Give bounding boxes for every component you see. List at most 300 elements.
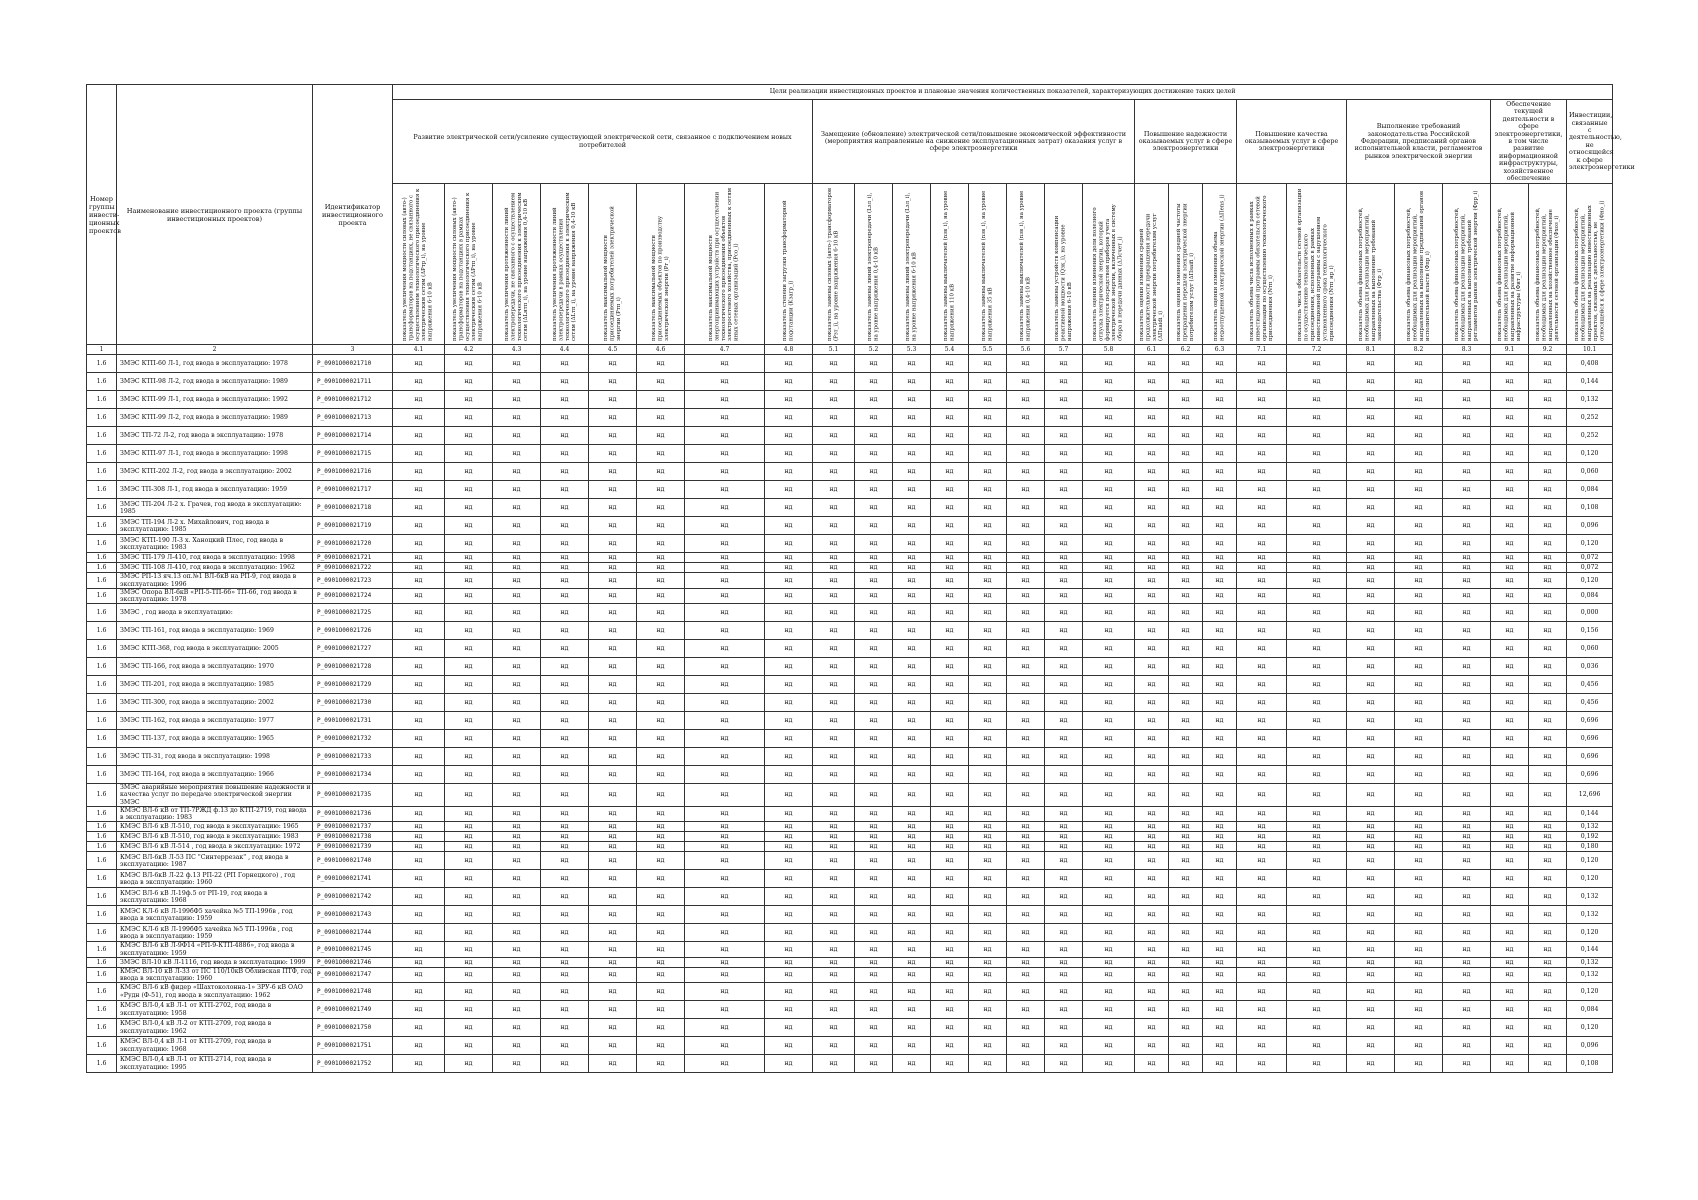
- na-cell: нд: [589, 445, 637, 463]
- na-cell: нд: [855, 563, 893, 573]
- na-cell: нд: [445, 942, 493, 957]
- na-cell: нд: [637, 622, 685, 640]
- table-row: [87, 1019, 1613, 1037]
- na-cell: нд: [393, 957, 445, 967]
- column-number: 5.1: [813, 345, 855, 355]
- na-cell: нд: [1045, 967, 1083, 982]
- na-cell: нд: [1135, 870, 1169, 888]
- na-cell: нд: [1169, 658, 1203, 676]
- na-cell: нд: [765, 640, 813, 658]
- na-cell: нд: [1237, 852, 1287, 870]
- project-id-cell: P_0901O00021710: [313, 355, 393, 373]
- na-cell: нд: [637, 517, 685, 535]
- na-cell: нд: [1287, 967, 1347, 982]
- na-cell: нд: [1083, 852, 1135, 870]
- na-cell: нд: [1203, 640, 1237, 658]
- na-cell: нд: [969, 748, 1007, 766]
- na-cell: нд: [969, 957, 1007, 967]
- na-cell: нд: [445, 832, 493, 842]
- project-id-cell: P_0901O00021722: [313, 563, 393, 573]
- project-id-cell: P_0901O00021744: [313, 924, 393, 942]
- na-cell: нд: [1203, 694, 1237, 712]
- table-row: [87, 942, 1613, 957]
- na-cell: нд: [1045, 942, 1083, 957]
- na-cell: нд: [393, 445, 445, 463]
- na-cell: нд: [1135, 832, 1169, 842]
- na-cell: нд: [685, 806, 765, 821]
- na-cell: нд: [1529, 870, 1567, 888]
- na-cell: нд: [445, 870, 493, 888]
- na-cell: нд: [969, 1001, 1007, 1019]
- na-cell: нд: [1083, 588, 1135, 603]
- na-cell: нд: [1347, 391, 1395, 409]
- na-cell: нд: [493, 852, 541, 870]
- na-cell: нд: [765, 445, 813, 463]
- na-cell: нд: [1347, 373, 1395, 391]
- na-cell: нд: [493, 481, 541, 499]
- na-cell: нд: [393, 535, 445, 553]
- na-cell: нд: [1007, 942, 1045, 957]
- na-cell: нд: [589, 730, 637, 748]
- na-cell: нд: [813, 1055, 855, 1073]
- na-cell: нд: [1491, 1019, 1529, 1037]
- na-cell: нд: [445, 604, 493, 622]
- na-cell: нд: [1169, 588, 1203, 603]
- value-cell: 0,000: [1567, 604, 1613, 622]
- na-cell: нд: [893, 694, 931, 712]
- na-cell: нд: [589, 832, 637, 842]
- na-cell: нд: [1395, 766, 1443, 784]
- na-cell: нд: [893, 517, 931, 535]
- na-cell: нд: [893, 1037, 931, 1055]
- value-cell: 0,132: [1567, 822, 1613, 832]
- project-name-cell: ЗМЭС ТП-108 Л-410, год ввода в эксплуатацию: 1962: [117, 563, 313, 573]
- document-page: [86, 84, 1635, 1106]
- na-cell: нд: [1529, 676, 1567, 694]
- na-cell: нд: [1169, 622, 1203, 640]
- na-cell: нд: [493, 373, 541, 391]
- na-cell: нд: [931, 622, 969, 640]
- na-cell: нд: [589, 676, 637, 694]
- table-row: [87, 427, 1613, 445]
- group-number-cell: 1.6: [87, 573, 117, 588]
- na-cell: нд: [893, 535, 931, 553]
- na-cell: нд: [1443, 1055, 1491, 1073]
- na-cell: нд: [1347, 1037, 1395, 1055]
- na-cell: нд: [1395, 622, 1443, 640]
- na-cell: нд: [931, 409, 969, 427]
- value-cell: 0,144: [1567, 806, 1613, 821]
- na-cell: нд: [637, 553, 685, 563]
- na-cell: нд: [855, 373, 893, 391]
- na-cell: нд: [1045, 906, 1083, 924]
- column-number: 4.3: [493, 345, 541, 355]
- table-row: [87, 676, 1613, 694]
- na-cell: нд: [393, 784, 445, 807]
- na-cell: нд: [1443, 573, 1491, 588]
- na-cell: нд: [685, 1037, 765, 1055]
- group-number-cell: 1.6: [87, 888, 117, 906]
- value-cell: 0,132: [1567, 957, 1613, 967]
- na-cell: нд: [969, 712, 1007, 730]
- na-cell: нд: [1395, 957, 1443, 967]
- project-name-cell: ЗМЭС ТП-201, год ввода в эксплуатацию: 1985: [117, 676, 313, 694]
- project-name-cell: ЗМЭС ТП-300, год ввода в эксплуатацию: 2002: [117, 694, 313, 712]
- na-cell: нд: [969, 870, 1007, 888]
- indicator-label: показатель замены силовых (авто-) трансформаторов (Pзт_i), на уровне напряжения 6-10 кВ: [827, 188, 840, 342]
- na-cell: нд: [765, 694, 813, 712]
- group-number-cell: 1.6: [87, 1001, 117, 1019]
- project-id-cell: P_0901O00021733: [313, 748, 393, 766]
- na-cell: нд: [855, 499, 893, 517]
- na-cell: нд: [855, 748, 893, 766]
- na-cell: нд: [893, 463, 931, 481]
- value-cell: 0,456: [1567, 676, 1613, 694]
- na-cell: нд: [1491, 640, 1529, 658]
- na-cell: нд: [1347, 588, 1395, 603]
- na-cell: нд: [493, 640, 541, 658]
- value-cell: 0,084: [1567, 1001, 1613, 1019]
- na-cell: нд: [1347, 409, 1395, 427]
- column-number: 5.6: [1007, 345, 1045, 355]
- indicator-header: [445, 184, 493, 345]
- na-cell: нд: [637, 822, 685, 832]
- na-cell: нд: [1237, 748, 1287, 766]
- na-cell: нд: [931, 942, 969, 957]
- na-cell: нд: [685, 924, 765, 942]
- na-cell: нд: [1529, 784, 1567, 807]
- na-cell: нд: [1135, 766, 1169, 784]
- na-cell: нд: [813, 967, 855, 982]
- na-cell: нд: [1007, 1037, 1045, 1055]
- na-cell: нд: [893, 806, 931, 821]
- na-cell: нд: [1007, 622, 1045, 640]
- project-id-cell: P_0901O00021729: [313, 676, 393, 694]
- na-cell: нд: [1529, 427, 1567, 445]
- na-cell: нд: [1237, 355, 1287, 373]
- project-id-cell: P_0901O00021713: [313, 409, 393, 427]
- project-id-cell: P_0901O00021724: [313, 588, 393, 603]
- project-name-cell: ЗМЭС КТП-368, год ввода в эксплуатацию: 2005: [117, 640, 313, 658]
- na-cell: нд: [541, 924, 589, 942]
- na-cell: нд: [1169, 1037, 1203, 1055]
- na-cell: нд: [637, 427, 685, 445]
- na-cell: нд: [685, 373, 765, 391]
- table-row: [87, 563, 1613, 573]
- na-cell: нд: [969, 832, 1007, 842]
- na-cell: нд: [1169, 694, 1203, 712]
- na-cell: нд: [1347, 924, 1395, 942]
- na-cell: нд: [1135, 588, 1169, 603]
- na-cell: нд: [393, 373, 445, 391]
- na-cell: нд: [1237, 622, 1287, 640]
- na-cell: нд: [1135, 604, 1169, 622]
- group-number-cell: 1.6: [87, 535, 117, 553]
- na-cell: нд: [1203, 784, 1237, 807]
- indicator-header: [765, 184, 813, 345]
- project-id-cell: P_0901O00021725: [313, 604, 393, 622]
- indicator-label: показатель максимальной мощности энергопринимающих устройств при осуществлении технологического присоединения объектов электросетевого хозяйства, присоединенных к сетям иных сетевых организаций (Pсо_i): [708, 188, 741, 342]
- na-cell: нд: [541, 852, 589, 870]
- value-cell: 0,120: [1567, 924, 1613, 942]
- indicator-label: показатель числа обязательств сетевой организации по осуществлению технологического присоединения, исполненных в рамках инвестиционной программы с нарушением установленного срока технологического присоединения (Nтп_нр_i): [1297, 189, 1336, 342]
- na-cell: нд: [893, 588, 931, 603]
- na-cell: нд: [493, 1001, 541, 1019]
- na-cell: нд: [1135, 573, 1169, 588]
- project-name-cell: ЗМЭС ТП-308 Л-1, год ввода в эксплуатацию: 1959: [117, 481, 313, 499]
- na-cell: нд: [813, 573, 855, 588]
- na-cell: нд: [493, 1037, 541, 1055]
- na-cell: нд: [637, 694, 685, 712]
- na-cell: нд: [813, 1001, 855, 1019]
- na-cell: нд: [541, 1037, 589, 1055]
- table-row: [87, 806, 1613, 821]
- na-cell: нд: [1237, 676, 1287, 694]
- na-cell: нд: [445, 806, 493, 821]
- na-cell: нд: [893, 373, 931, 391]
- na-cell: нд: [1395, 563, 1443, 573]
- na-cell: нд: [493, 658, 541, 676]
- na-cell: нд: [1529, 1055, 1567, 1073]
- na-cell: нд: [813, 535, 855, 553]
- na-cell: нд: [893, 822, 931, 832]
- na-cell: нд: [685, 499, 765, 517]
- na-cell: нд: [1443, 499, 1491, 517]
- na-cell: нд: [589, 1055, 637, 1073]
- na-cell: нд: [765, 463, 813, 481]
- table-row: [87, 694, 1613, 712]
- na-cell: нд: [855, 573, 893, 588]
- na-cell: нд: [637, 658, 685, 676]
- na-cell: нд: [393, 463, 445, 481]
- value-cell: 0,072: [1567, 563, 1613, 573]
- value-cell: 0,696: [1567, 730, 1613, 748]
- na-cell: нд: [931, 832, 969, 842]
- group-header-current-activity: Обеспечение текущей деятельности в сфере электроэнергетики, в том числе развитие информационной инфраструктуры, хозяйственное обеспечение: [1491, 100, 1567, 184]
- na-cell: нд: [589, 355, 637, 373]
- na-cell: нд: [1287, 712, 1347, 730]
- na-cell: нд: [1529, 888, 1567, 906]
- project-name-cell: ЗМЭС ТП-72 Л-2, год ввода в эксплуатацию: 1978: [117, 427, 313, 445]
- na-cell: нд: [1347, 463, 1395, 481]
- project-name-cell: КМЭС ВЛ-6 кВ Л-510, год ввода в эксплуатацию: 1983: [117, 832, 313, 842]
- indicator-label: показатель замены выключателей (nзв_i), на уровне напряжения 0,4-10 кВ: [1019, 191, 1032, 342]
- na-cell: нд: [969, 983, 1007, 1001]
- na-cell: нд: [931, 658, 969, 676]
- na-cell: нд: [969, 766, 1007, 784]
- na-cell: нд: [1443, 373, 1491, 391]
- na-cell: нд: [893, 622, 931, 640]
- na-cell: нд: [1045, 1055, 1083, 1073]
- value-cell: 12,696: [1567, 784, 1613, 807]
- na-cell: нд: [1395, 445, 1443, 463]
- na-cell: нд: [1237, 463, 1287, 481]
- na-cell: нд: [1007, 784, 1045, 807]
- na-cell: нд: [1347, 622, 1395, 640]
- column-number: 2: [117, 345, 313, 355]
- na-cell: нд: [855, 676, 893, 694]
- na-cell: нд: [1135, 748, 1169, 766]
- na-cell: нд: [1007, 712, 1045, 730]
- na-cell: нд: [969, 888, 1007, 906]
- na-cell: нд: [1287, 409, 1347, 427]
- na-cell: нд: [765, 832, 813, 842]
- na-cell: нд: [393, 967, 445, 982]
- na-cell: нд: [1135, 1037, 1169, 1055]
- na-cell: нд: [931, 588, 969, 603]
- table-row: [87, 870, 1613, 888]
- na-cell: нд: [1395, 888, 1443, 906]
- indicator-header: [589, 184, 637, 345]
- na-cell: нд: [1395, 842, 1443, 852]
- na-cell: нд: [855, 888, 893, 906]
- project-name-cell: КМЭС ВЛ-6 кВ Л-514 , год ввода в эксплуатацию: 1972: [117, 842, 313, 852]
- na-cell: нд: [931, 553, 969, 563]
- na-cell: нд: [1443, 967, 1491, 982]
- na-cell: нд: [1237, 409, 1287, 427]
- na-cell: нд: [1237, 712, 1287, 730]
- project-name-cell: КМЭС ВЛ-6 кВ от ТП-7РЖД ф.13 до КТП-2719, год ввода в эксплуатацию: 1983: [117, 806, 313, 821]
- na-cell: нд: [855, 1019, 893, 1037]
- na-cell: нд: [1045, 391, 1083, 409]
- value-cell: 0,144: [1567, 942, 1613, 957]
- na-cell: нд: [1237, 499, 1287, 517]
- na-cell: нд: [1395, 588, 1443, 603]
- na-cell: нд: [1169, 553, 1203, 563]
- group-number-cell: 1.6: [87, 563, 117, 573]
- group-number-cell: 1.6: [87, 373, 117, 391]
- na-cell: нд: [589, 658, 637, 676]
- na-cell: нд: [855, 730, 893, 748]
- na-cell: нд: [1203, 967, 1237, 982]
- na-cell: нд: [445, 766, 493, 784]
- na-cell: нд: [1529, 563, 1567, 573]
- na-cell: нд: [1347, 573, 1395, 588]
- project-name-cell: ЗМЭС КТП-99 Л-1, год ввода в эксплуатацию: 1992: [117, 391, 313, 409]
- na-cell: нд: [1083, 499, 1135, 517]
- na-cell: нд: [1395, 906, 1443, 924]
- na-cell: нд: [393, 942, 445, 957]
- na-cell: нд: [1007, 842, 1045, 852]
- na-cell: нд: [931, 983, 969, 1001]
- na-cell: нд: [1083, 463, 1135, 481]
- na-cell: нд: [445, 888, 493, 906]
- na-cell: нд: [1529, 391, 1567, 409]
- project-id-cell: P_0901O00021726: [313, 622, 393, 640]
- na-cell: нд: [1045, 604, 1083, 622]
- na-cell: нд: [1443, 712, 1491, 730]
- na-cell: нд: [1529, 1019, 1567, 1037]
- na-cell: нд: [1443, 563, 1491, 573]
- na-cell: нд: [1347, 535, 1395, 553]
- na-cell: нд: [969, 355, 1007, 373]
- na-cell: нд: [1135, 942, 1169, 957]
- na-cell: нд: [931, 391, 969, 409]
- na-cell: нд: [813, 870, 855, 888]
- table-row: [87, 1055, 1613, 1073]
- indicator-label: показатель объема финансовых потребностей, необходимых для реализации мероприятий, направленных на выполнение требований законодательства (Фтр_i): [1357, 207, 1383, 342]
- na-cell: нд: [1169, 409, 1203, 427]
- na-cell: нд: [1287, 730, 1347, 748]
- project-id-cell: P_0901O00021745: [313, 942, 393, 957]
- indicator-label: показатель оценки изменения объема недоотпущенной электрической энергии (ΔПens_i): [1213, 194, 1226, 342]
- na-cell: нд: [589, 481, 637, 499]
- na-cell: нд: [765, 806, 813, 821]
- na-cell: нд: [855, 942, 893, 957]
- na-cell: нд: [813, 822, 855, 832]
- group-header-reliability: Повышение надежности оказываемых услуг в сфере электроэнергетики: [1135, 100, 1237, 184]
- na-cell: нд: [589, 535, 637, 553]
- na-cell: нд: [541, 640, 589, 658]
- na-cell: нд: [1007, 517, 1045, 535]
- na-cell: нд: [1287, 553, 1347, 563]
- na-cell: нд: [1045, 832, 1083, 842]
- na-cell: нд: [1169, 373, 1203, 391]
- na-cell: нд: [1287, 906, 1347, 924]
- na-cell: нд: [1203, 481, 1237, 499]
- na-cell: нд: [1203, 888, 1237, 906]
- na-cell: нд: [685, 391, 765, 409]
- project-id-cell: P_0901O00021712: [313, 391, 393, 409]
- na-cell: нд: [1287, 924, 1347, 942]
- na-cell: нд: [637, 1019, 685, 1037]
- na-cell: нд: [855, 870, 893, 888]
- na-cell: нд: [493, 499, 541, 517]
- na-cell: нд: [1007, 355, 1045, 373]
- na-cell: нд: [1287, 463, 1347, 481]
- na-cell: нд: [1007, 967, 1045, 982]
- na-cell: нд: [1007, 748, 1045, 766]
- na-cell: нд: [969, 445, 1007, 463]
- project-name-cell: ЗМЭС ТП-137, год ввода в эксплуатацию: 1965: [117, 730, 313, 748]
- na-cell: нд: [493, 748, 541, 766]
- na-cell: нд: [855, 604, 893, 622]
- na-cell: нд: [765, 1001, 813, 1019]
- na-cell: нд: [969, 573, 1007, 588]
- na-cell: нд: [813, 355, 855, 373]
- na-cell: нд: [541, 563, 589, 573]
- na-cell: нд: [541, 806, 589, 821]
- na-cell: нд: [1045, 766, 1083, 784]
- na-cell: нд: [1491, 967, 1529, 982]
- project-id-cell: P_0901O00021734: [313, 766, 393, 784]
- na-cell: нд: [1083, 563, 1135, 573]
- na-cell: нд: [813, 712, 855, 730]
- na-cell: нд: [1237, 806, 1287, 821]
- na-cell: нд: [1529, 373, 1567, 391]
- na-cell: нд: [893, 445, 931, 463]
- na-cell: нд: [1287, 1037, 1347, 1055]
- indicator-header: [1347, 184, 1395, 345]
- na-cell: нд: [1237, 481, 1287, 499]
- na-cell: нд: [1083, 888, 1135, 906]
- project-name-cell: ЗМЭС ТП-204 Л-2 х. Грачев, год ввода в эксплуатацию: 1985: [117, 499, 313, 517]
- column-number: 7.1: [1237, 345, 1287, 355]
- na-cell: нд: [1045, 784, 1083, 807]
- na-cell: нд: [1491, 427, 1529, 445]
- na-cell: нд: [1287, 640, 1347, 658]
- column-number: 5.7: [1045, 345, 1083, 355]
- indicator-header: [541, 184, 589, 345]
- group-number-cell: 1.6: [87, 832, 117, 842]
- na-cell: нд: [1347, 563, 1395, 573]
- na-cell: нд: [493, 1055, 541, 1073]
- na-cell: нд: [393, 1055, 445, 1073]
- na-cell: нд: [1169, 445, 1203, 463]
- na-cell: нд: [969, 640, 1007, 658]
- na-cell: нд: [393, 658, 445, 676]
- indicator-header: [1203, 184, 1237, 345]
